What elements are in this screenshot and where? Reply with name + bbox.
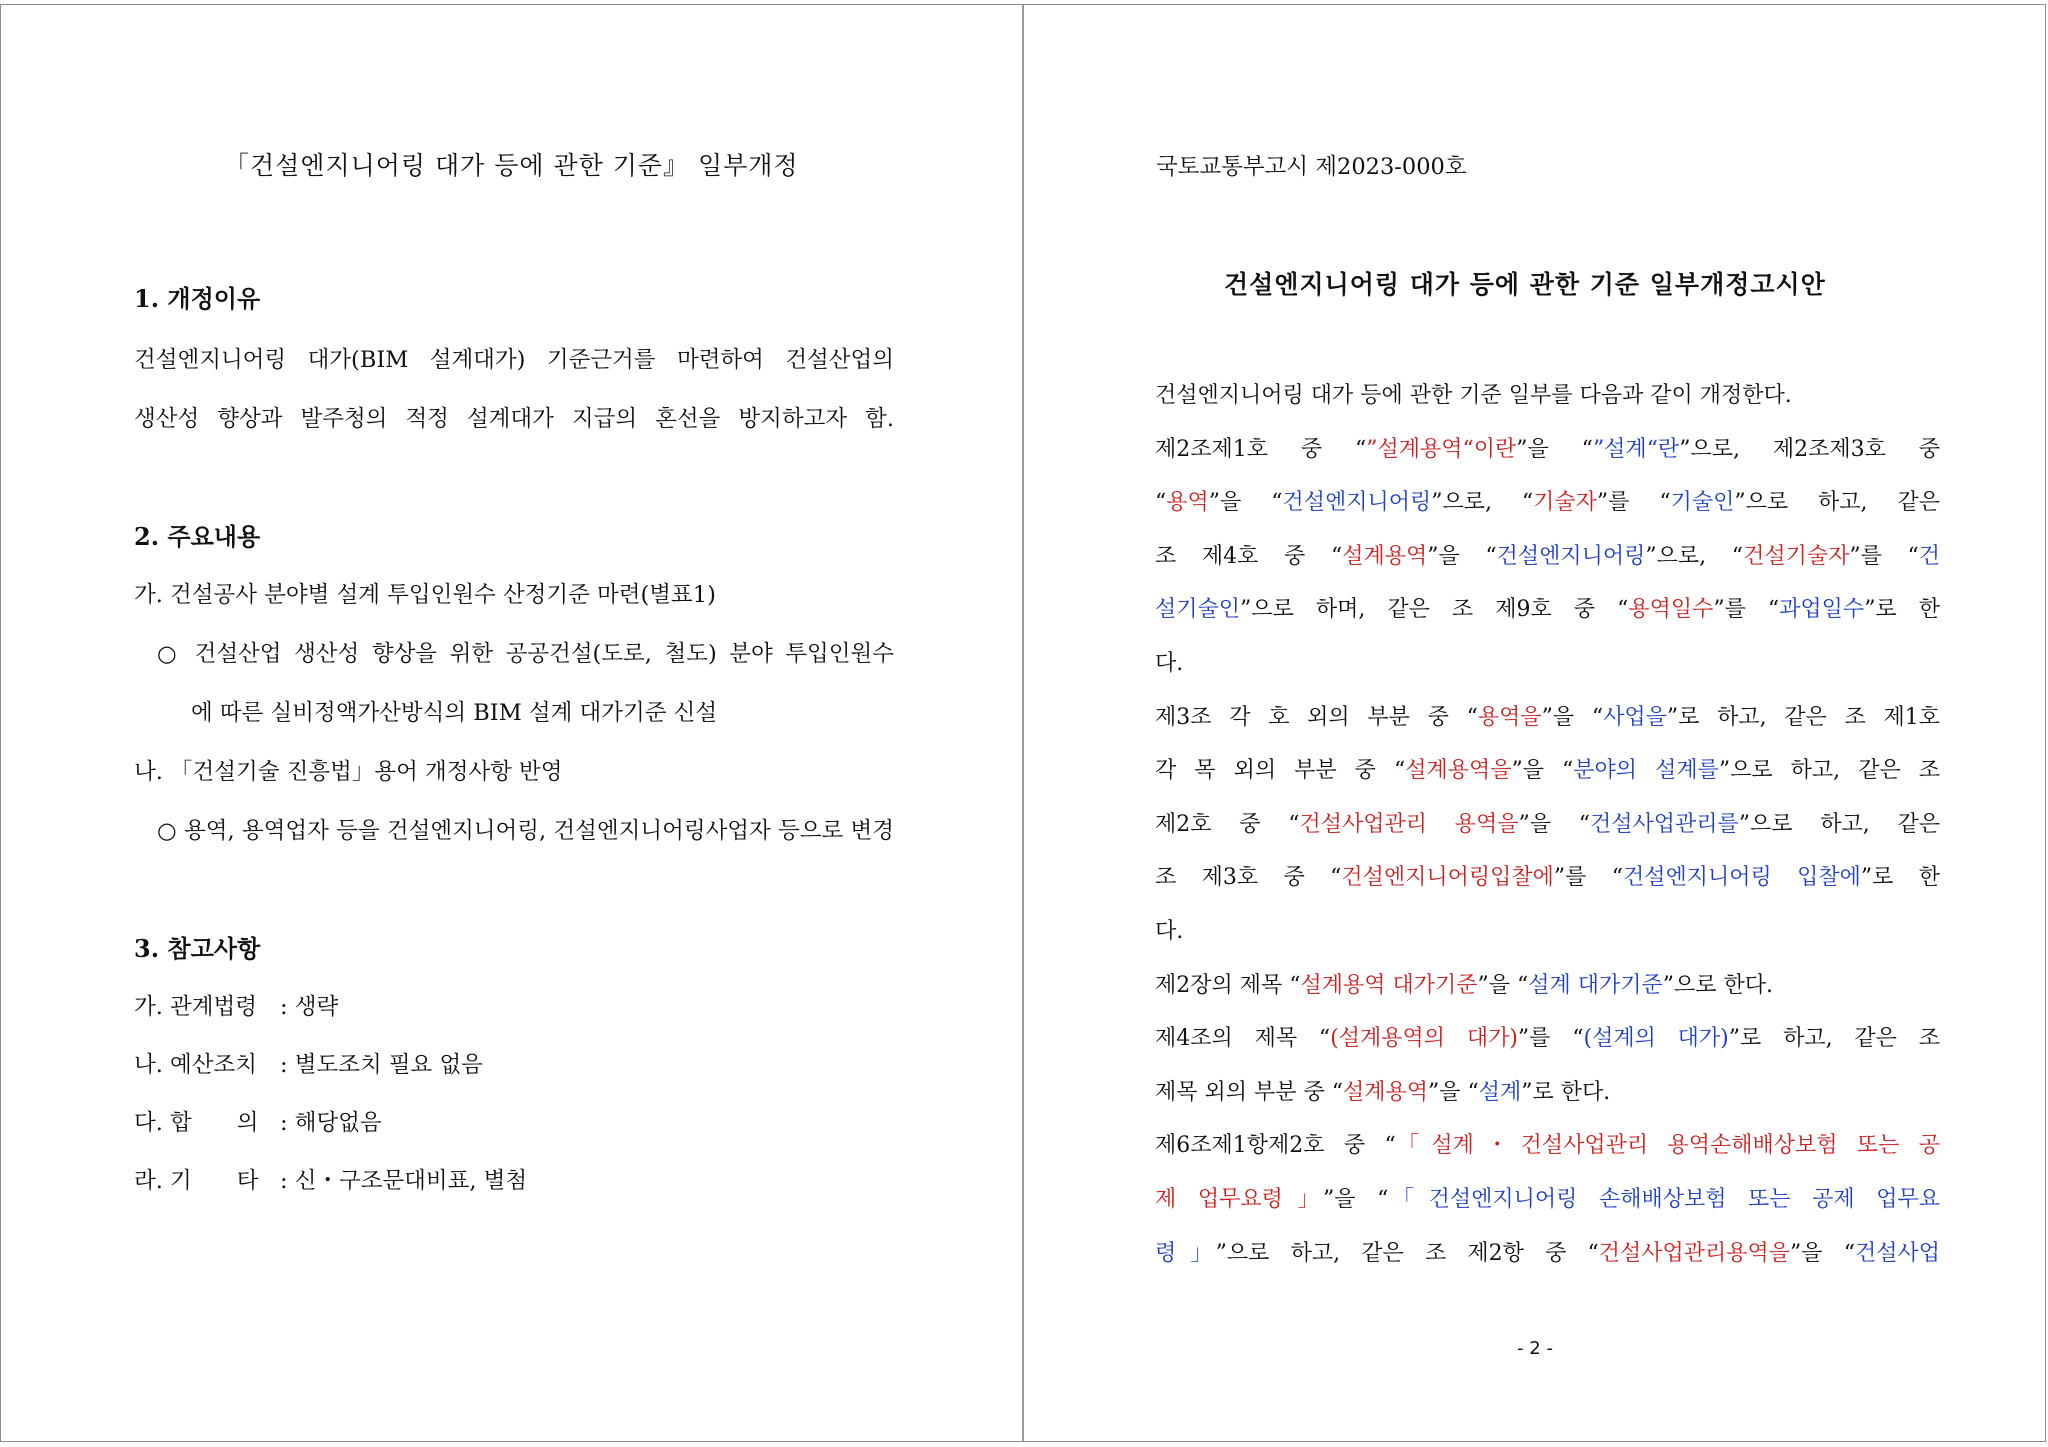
inserted-text: 과업일수: [1779, 597, 1865, 622]
amendment-line: [1155, 599, 1940, 621]
amendment-line: [1155, 1135, 1940, 1157]
deleted-text: 건설기술자: [1743, 544, 1850, 569]
content-item-ga: 가. 건설공사 분야별 설계 투입인원수 산정기준 마련(별표1): [134, 582, 716, 608]
amendment-text: 각 목 외의 부분 중 “: [1155, 758, 1406, 783]
inserted-text: 건설엔지니어링: [1282, 490, 1432, 515]
amendment-text: 제4조의 제목 “: [1155, 1026, 1331, 1051]
left-page: [1, 4, 1022, 1442]
amendment-text: ”을 “: [1477, 973, 1529, 998]
amendment-line: [1155, 492, 1940, 514]
content-item-na: 나. 「건설기술 진흥법」용어 개정사항 반영: [134, 759, 563, 785]
amendment-text: ”으로 한다.: [1662, 973, 1774, 998]
deleted-text: 건설엔지니어링입찰에: [1341, 865, 1554, 890]
amendment-line: [1155, 760, 1940, 782]
amendment-text: ”을 “: [1541, 705, 1604, 730]
amendment-line: [1155, 1082, 1940, 1104]
reference-consult-label: 다. 합 의: [134, 1110, 259, 1136]
amendment-line: [1155, 385, 1940, 407]
amendment-text: ”으로, 제2조제3호 중: [1679, 437, 1940, 462]
amendment-text: ”을 “: [1511, 758, 1574, 783]
reference-budget-label: 나. 예산조치: [134, 1052, 257, 1078]
reference-budget-value: : 별도조치 필요 없음: [280, 1052, 483, 1078]
deleted-text: 건설사업관리용역을: [1598, 1241, 1791, 1266]
inserted-text: 건설엔지니어링 입찰에: [1622, 865, 1861, 890]
reason-line-2: 생산성 향상과 발주청의 적정 설계대가 지급의 혼선을 방지하고자 함.: [134, 406, 894, 432]
deleted-text: 용역: [1166, 490, 1209, 515]
amendment-line: [1155, 707, 1940, 729]
deleted-text: 설계용역을: [1405, 758, 1512, 783]
amendment-line: [1155, 1243, 1940, 1265]
amendment-title: 건설엔지니어링 대가 등에 관한 기준 일부개정고시안: [1224, 270, 1826, 299]
inserted-text: 령」: [1155, 1241, 1216, 1266]
amendment-text: ”를 “: [1517, 1026, 1584, 1051]
reference-law-value: : 생략: [280, 994, 339, 1020]
notice-number: 국토교통부고시 제2023-000호: [1156, 154, 1467, 180]
inserted-text: 설계: [1478, 1080, 1522, 1105]
amendment-text: ”으로 하고, 같은: [1738, 812, 1940, 837]
amendment-text: ”로 한다.: [1521, 1080, 1611, 1105]
amendment-text: ”으로 하며, 같은 조 제9호 중 “: [1240, 597, 1629, 622]
deleted-text: 설계용역: [1342, 1080, 1428, 1105]
inserted-text: 분야의 설계를: [1573, 758, 1719, 783]
page-number: - 2 -: [1517, 1338, 1553, 1359]
right-page: [1024, 4, 2046, 1442]
amendment-text: ”를 “: [1596, 490, 1671, 515]
amendment-text: ”로 한: [1864, 597, 1940, 622]
amendment-text: ”을 “: [1323, 1187, 1389, 1212]
amendment-text: ”을 “: [1208, 490, 1283, 515]
deleted-text: (설계용역의 대가): [1330, 1026, 1518, 1051]
amendment-text: ”으로 하고, 같은 조 제2항 중 “: [1215, 1241, 1599, 1266]
deleted-text: 용역을: [1477, 705, 1542, 730]
inserted-text: 건: [1918, 544, 1940, 569]
reason-line-1: 건설엔지니어링 대가(BIM 설계대가) 기준근거를 마련하여 건설산업의: [134, 347, 894, 373]
inserted-text: 건설엔지니어링: [1496, 544, 1646, 569]
amendment-text: ”으로, “: [1645, 544, 1744, 569]
section-heading-reason: 1. 개정이유: [134, 284, 261, 313]
amendment-text: “: [1155, 490, 1167, 515]
deleted-text: 설계용역: [1342, 544, 1428, 569]
reference-other-value: : 신・구조문대비표, 별첨: [280, 1168, 528, 1194]
amendment-line: [1155, 975, 1940, 997]
inserted-text: 사업을: [1603, 705, 1667, 730]
amendment-text: 제목 외의 부분 중 “: [1155, 1080, 1343, 1105]
inserted-text: 「건설엔지니어링 손해배상보험 또는 공제 업무요: [1388, 1187, 1940, 1212]
amendment-text: ”로 하고, 같은 조: [1728, 1026, 1940, 1051]
inserted-text: 설계 대가기준: [1528, 973, 1663, 998]
deleted-text: 건설사업관리 용역을: [1299, 812, 1519, 837]
amendment-text: ”를 “: [1713, 597, 1780, 622]
amendment-text: 제3조 각 호 외의 부분 중 “: [1155, 705, 1478, 730]
amendment-text: 다.: [1155, 919, 1184, 944]
amendment-text: ”을 “: [1427, 544, 1497, 569]
deleted-text: 기술자: [1533, 490, 1597, 515]
inserted-text: 건설사업관리를: [1589, 812, 1739, 837]
amendment-text: ”으로 하고, 같은: [1734, 490, 1940, 515]
content-bullet-1-line-2: 에 따른 실비정액가산방식의 BIM 설계 대가기준 신설: [191, 700, 718, 726]
deleted-text: 「설계・건설사업관리 용역손해배상보험 또는 공: [1395, 1133, 1940, 1158]
deleted-text: ”설계용역“이란: [1366, 437, 1517, 462]
amendment-text: 제6조제1항제2호 중 “: [1155, 1133, 1396, 1158]
amendment-text: 건설엔지니어링 대가 등에 관한 기준 일부를 다음과 같이 개정한다.: [1155, 383, 1792, 408]
amendment-line: [1155, 1189, 1940, 1211]
document-title: 「건설엔지니어링 대가 등에 관한 기준』 일부개정: [224, 151, 799, 180]
inserted-text: ”설계“란: [1592, 437, 1680, 462]
amendment-line: [1155, 921, 1940, 943]
reference-other-label: 라. 기 타: [134, 1168, 259, 1194]
amendment-line: [1155, 814, 1940, 836]
amendment-text: ”으로 하고, 같은 조: [1718, 758, 1940, 783]
deleted-text: 설계용역 대가기준: [1300, 973, 1478, 998]
amendment-text: ”으로, “: [1431, 490, 1534, 515]
content-bullet-1-line-1: ○ 건설산업 생산성 향상을 위한 공공건설(도로, 철도) 분야 투입인원수: [157, 641, 894, 667]
amendment-text: ”로 한: [1860, 865, 1940, 890]
amendment-text: 다.: [1155, 651, 1184, 676]
reference-law-label: 가. 관계법령: [134, 994, 257, 1020]
amendment-text: ”로 하고, 같은 조 제1호: [1666, 705, 1940, 730]
inserted-text: (설계의 대가): [1583, 1026, 1729, 1051]
amendment-line: [1155, 546, 1940, 568]
amendment-text: 조 제4호 중 “: [1155, 544, 1343, 569]
inserted-text: 기술인: [1670, 490, 1735, 515]
amendment-line: [1155, 653, 1940, 675]
amendment-line: [1155, 867, 1940, 889]
amendment-line: [1155, 1028, 1940, 1050]
amendment-text: ”을 “: [1790, 1241, 1855, 1266]
content-bullet-2: ○ 용역, 용역업자 등을 건설엔지니어링, 건설엔지니어링사업자 등으로 변경: [157, 818, 894, 844]
amendment-text: ”을 “: [1516, 437, 1593, 462]
amendment-text: 제2조제1호 중 “: [1155, 437, 1367, 462]
amendment-text: ”을 “: [1518, 812, 1590, 837]
amendment-text: 제2호 중 “: [1155, 812, 1300, 837]
deleted-text: 용역일수: [1628, 597, 1714, 622]
deleted-text: 제 업무요령」: [1155, 1187, 1324, 1212]
amendment-line: [1155, 439, 1940, 461]
amendment-text: 조 제3호 중 “: [1155, 865, 1342, 890]
section-heading-reference: 3. 참고사항: [134, 934, 261, 963]
amendment-text: ”을 “: [1428, 1080, 1479, 1105]
section-heading-content: 2. 주요내용: [134, 522, 261, 551]
amendment-text: ”를 “: [1849, 544, 1919, 569]
amendment-text: ”를 “: [1553, 865, 1623, 890]
inserted-text: 건설사업: [1854, 1241, 1940, 1266]
inserted-text: 설기술인: [1155, 597, 1241, 622]
amendment-text: 제2장의 제목 “: [1155, 973, 1301, 998]
reference-consult-value: : 해당없음: [280, 1110, 382, 1136]
